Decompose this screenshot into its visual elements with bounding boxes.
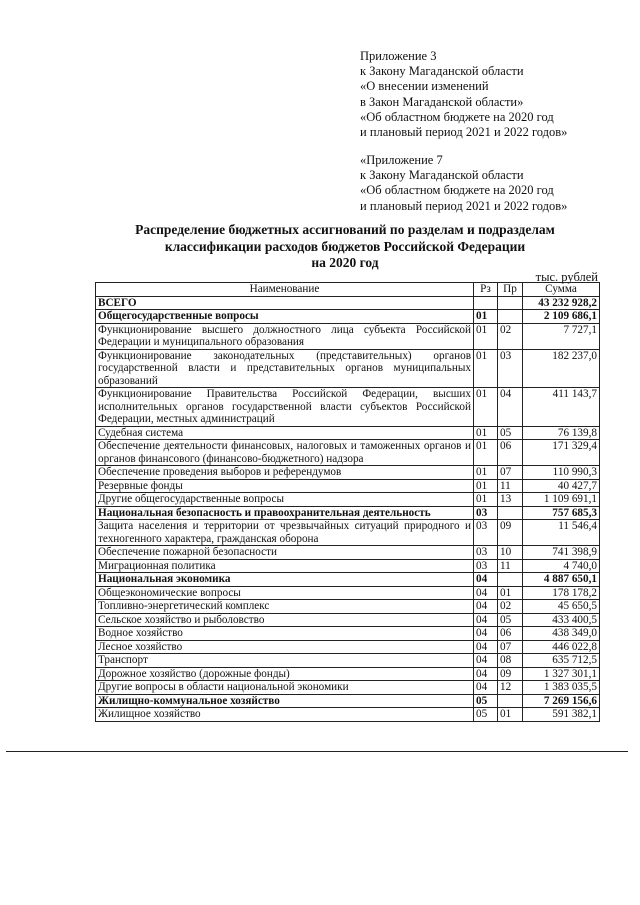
row-pr: 11 bbox=[498, 559, 523, 573]
row-sum: 45 650,5 bbox=[523, 600, 600, 614]
row-sum: 1 327 301,1 bbox=[523, 667, 600, 681]
row-name: Обеспечение деятельности финансовых, налоговых и таможенных органов и органов финансового (финансово-бюджетного) надзора bbox=[96, 440, 474, 466]
row-pr: 05 bbox=[498, 613, 523, 627]
table-row bbox=[96, 708, 600, 722]
header-name: Наименование bbox=[96, 283, 474, 297]
row-rz: 05 bbox=[474, 694, 498, 708]
row-sum: 433 400,5 bbox=[523, 613, 600, 627]
row-rz: 04 bbox=[474, 573, 498, 587]
appendix-3-line: Приложение 3 bbox=[360, 49, 437, 63]
table-row bbox=[96, 667, 600, 681]
row-name: Функционирование высшего должностного лица субъекта Российской Федерации и муниципального образования bbox=[96, 323, 474, 349]
row-pr: 06 bbox=[498, 440, 523, 466]
row-sum: 110 990,3 bbox=[523, 466, 600, 480]
row-name: ВСЕГО bbox=[96, 296, 474, 310]
row-sum: 1 383 035,5 bbox=[523, 681, 600, 695]
row-pr bbox=[498, 296, 523, 310]
row-name: Жилищно-коммунальное хозяйство bbox=[96, 694, 474, 708]
row-rz: 04 bbox=[474, 627, 498, 641]
row-pr: 01 bbox=[498, 708, 523, 722]
row-rz: 04 bbox=[474, 654, 498, 668]
row-name: Жилищное хозяйство bbox=[96, 708, 474, 722]
table-row bbox=[96, 681, 600, 695]
row-rz: 04 bbox=[474, 613, 498, 627]
table-header-row bbox=[96, 283, 600, 297]
row-pr: 02 bbox=[498, 600, 523, 614]
table-row bbox=[96, 600, 600, 614]
row-sum: 741 398,9 bbox=[523, 546, 600, 560]
row-pr: 13 bbox=[498, 493, 523, 507]
row-name: Защита населения и территории от чрезвычайных ситуаций природного и техногенного характера, гражданская оборона bbox=[96, 520, 474, 546]
row-name: Обеспечение пожарной безопасности bbox=[96, 546, 474, 560]
title-line: классификации расходов бюджетов Российской Федерации bbox=[164, 238, 526, 254]
row-rz: 05 bbox=[474, 708, 498, 722]
row-pr bbox=[498, 573, 523, 587]
appendix-7-line: «Приложение 7 bbox=[360, 153, 443, 167]
appendix-3-line: «О внесении изменений bbox=[360, 79, 489, 94]
appendix-7-line: «Об областном бюджете на 2020 год bbox=[360, 183, 554, 198]
row-rz: 04 bbox=[474, 667, 498, 681]
row-pr: 08 bbox=[498, 654, 523, 668]
row-name: Миграционная политика bbox=[96, 559, 474, 573]
row-sum: 43 232 928,2 bbox=[523, 296, 600, 310]
row-rz: 01 bbox=[474, 388, 498, 427]
row-sum: 4 887 650,1 bbox=[523, 573, 600, 587]
appendix-3-header bbox=[360, 49, 567, 140]
row-rz: 03 bbox=[474, 520, 498, 546]
row-sum: 411 143,7 bbox=[523, 388, 600, 427]
row-rz: 01 bbox=[474, 479, 498, 493]
row-name: Топливно-энергетический комплекс bbox=[96, 600, 474, 614]
unit-label: тыс. рублей bbox=[535, 270, 598, 284]
row-rz: 01 bbox=[474, 493, 498, 507]
row-sum: 7 269 156,6 bbox=[523, 694, 600, 708]
row-name: Транспорт bbox=[96, 654, 474, 668]
row-sum: 1 109 691,1 bbox=[523, 493, 600, 507]
header-sum: Сумма bbox=[523, 283, 600, 297]
header-pr: Пр bbox=[498, 283, 523, 297]
row-rz: 03 bbox=[474, 546, 498, 560]
row-name: Сельское хозяйство и рыболовство bbox=[96, 613, 474, 627]
row-name: Обеспечение проведения выборов и референдумов bbox=[96, 466, 474, 480]
row-sum: 446 022,8 bbox=[523, 640, 600, 654]
table-row bbox=[96, 640, 600, 654]
row-sum: 635 712,5 bbox=[523, 654, 600, 668]
title-line: Распределение бюджетных ассигнований по разделам и подразделам bbox=[135, 222, 555, 237]
row-name: Другие вопросы в области национальной экономики bbox=[96, 681, 474, 695]
table-row bbox=[96, 586, 600, 600]
appendix-3-line: к Закону Магаданской области bbox=[360, 64, 524, 79]
row-name: Функционирование Правительства Российской Федерации, высших исполнительных органов государственной власти субъектов Российской Федерации, местных администраций bbox=[96, 388, 474, 427]
row-rz bbox=[474, 296, 498, 310]
row-name: Функционирование законодательных (представительных) органов государственной власти и представительных органов муниципальных образований bbox=[96, 349, 474, 388]
section-row bbox=[96, 310, 600, 324]
row-rz: 04 bbox=[474, 600, 498, 614]
table-row bbox=[96, 349, 600, 388]
table-row bbox=[96, 388, 600, 427]
row-sum: 757 685,3 bbox=[523, 506, 600, 520]
row-pr: 06 bbox=[498, 627, 523, 641]
row-pr: 05 bbox=[498, 426, 523, 440]
row-sum: 7 727,1 bbox=[523, 323, 600, 349]
row-name: Лесное хозяйство bbox=[96, 640, 474, 654]
appendix-7-line: к Закону Магаданской области bbox=[360, 168, 524, 183]
table-row bbox=[96, 559, 600, 573]
bottom-rule bbox=[6, 751, 628, 752]
document-title bbox=[100, 222, 590, 272]
row-pr bbox=[498, 310, 523, 324]
appendix-7-header bbox=[360, 153, 567, 214]
table-row bbox=[96, 479, 600, 493]
table-row bbox=[96, 323, 600, 349]
table-row bbox=[96, 493, 600, 507]
row-rz: 04 bbox=[474, 640, 498, 654]
row-rz: 01 bbox=[474, 440, 498, 466]
appendix-7-line: и плановый период 2021 и 2022 годов» bbox=[360, 198, 568, 213]
appendix-3-line: «Об областном бюджете на 2020 год bbox=[360, 109, 554, 124]
row-pr: 02 bbox=[498, 323, 523, 349]
row-sum: 2 109 686,1 bbox=[523, 310, 600, 324]
table-row bbox=[96, 466, 600, 480]
row-pr: 07 bbox=[498, 640, 523, 654]
table-row bbox=[96, 627, 600, 641]
table-row bbox=[96, 440, 600, 466]
table-row bbox=[96, 426, 600, 440]
section-row bbox=[96, 694, 600, 708]
row-pr bbox=[498, 694, 523, 708]
row-name: Другие общегосударственные вопросы bbox=[96, 493, 474, 507]
row-pr: 03 bbox=[498, 349, 523, 388]
row-sum: 76 139,8 bbox=[523, 426, 600, 440]
row-name: Водное хозяйство bbox=[96, 627, 474, 641]
row-pr: 09 bbox=[498, 667, 523, 681]
row-name: Национальная экономика bbox=[96, 573, 474, 587]
row-rz: 01 bbox=[474, 323, 498, 349]
row-pr bbox=[498, 506, 523, 520]
row-sum: 182 237,0 bbox=[523, 349, 600, 388]
row-pr: 11 bbox=[498, 479, 523, 493]
row-rz: 01 bbox=[474, 310, 498, 324]
row-rz: 04 bbox=[474, 586, 498, 600]
row-sum: 11 546,4 bbox=[523, 520, 600, 546]
row-sum: 438 349,0 bbox=[523, 627, 600, 641]
row-name: Национальная безопасность и правоохранительная деятельность bbox=[96, 506, 474, 520]
appendix-3-line: и плановый период 2021 и 2022 годов» bbox=[360, 125, 568, 140]
row-pr: 04 bbox=[498, 388, 523, 427]
row-rz: 01 bbox=[474, 426, 498, 440]
row-rz: 03 bbox=[474, 559, 498, 573]
row-name: Дорожное хозяйство (дорожные фонды) bbox=[96, 667, 474, 681]
row-sum: 171 329,4 bbox=[523, 440, 600, 466]
row-pr: 10 bbox=[498, 546, 523, 560]
row-name: Резервные фонды bbox=[96, 479, 474, 493]
header-rz: Рз bbox=[474, 283, 498, 297]
table-row bbox=[96, 546, 600, 560]
table-body bbox=[96, 296, 600, 721]
title-line: на 2020 год bbox=[311, 255, 379, 270]
row-pr: 07 bbox=[498, 466, 523, 480]
section-row bbox=[96, 573, 600, 587]
row-name: Судебная система bbox=[96, 426, 474, 440]
row-pr: 12 bbox=[498, 681, 523, 695]
section-row bbox=[96, 296, 600, 310]
row-name: Общеэкономические вопросы bbox=[96, 586, 474, 600]
row-name: Общегосударственные вопросы bbox=[96, 310, 474, 324]
row-sum: 40 427,7 bbox=[523, 479, 600, 493]
row-rz: 03 bbox=[474, 506, 498, 520]
row-rz: 04 bbox=[474, 681, 498, 695]
row-sum: 178 178,2 bbox=[523, 586, 600, 600]
table-row bbox=[96, 654, 600, 668]
row-rz: 01 bbox=[474, 466, 498, 480]
table-row bbox=[96, 613, 600, 627]
row-rz: 01 bbox=[474, 349, 498, 388]
row-sum: 4 740,0 bbox=[523, 559, 600, 573]
table-row bbox=[96, 520, 600, 546]
appendix-3-line: в Закон Магаданской области» bbox=[360, 94, 524, 109]
row-pr: 01 bbox=[498, 586, 523, 600]
row-pr: 09 bbox=[498, 520, 523, 546]
budget-table bbox=[95, 282, 600, 722]
row-sum: 591 382,1 bbox=[523, 708, 600, 722]
section-row bbox=[96, 506, 600, 520]
